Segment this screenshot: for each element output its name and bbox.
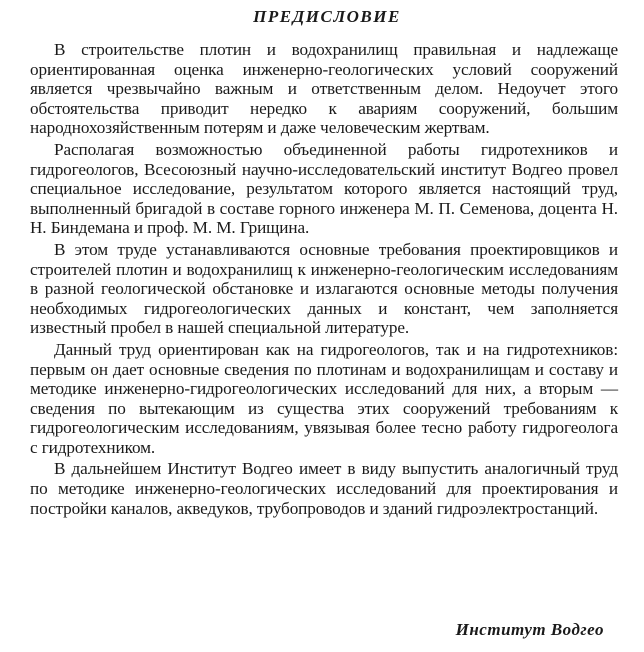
page-title: ПРЕДИСЛОВИЕ [253, 7, 401, 26]
paragraph-5: В дальнейшем Институт Водгео имеет в виду выпустить аналогичный труд по методике инженерно-геологических исследований для проектирования и постройки каналов, акведуков, трубопроводов и зданий гидроэлектростанций. [30, 459, 618, 518]
signature: Институт Водгео [455, 620, 604, 639]
paragraph-2: Располагая возможностью объединенной работы гидротехников и гидрогеологов, Всесоюзный научно-исследовательский институт Водгео провел специальное исследование, результатом которого является настоящий труд, выполненный бригадой в составе горного инженера М. П. Семенова, доцента Н. Н. Биндемана и проф. М. М. Грищина. [30, 139, 618, 238]
paragraph-3: В этом труде устанавливаются основные требования проектировщиков и строителей плотин и водохранилищ к инженерно-геологическим исследованиям в разной геологической обстановке и излагаются основные методы получения необходимых гидрогеологических данных и констант, чем заполняется известный пробел в нашей специальной литературе. [30, 239, 618, 338]
paragraph-4: Данный труд ориентирован как на гидрогеологов, так и на гидротехников: первым он дает основные сведения по плотинам и водохранилищам и составу и методике инженерно-гидрогеологических исследований для них, а вторым — сведения по вытекающим из существа этих сооружений требованиям к гидрогеологическим исследованиям, увязывая более тесно работу гидрогеолога с гидротехником. [30, 339, 618, 457]
paragraph-1: В строительстве плотин и водохранилищ правильная и надлежаще ориентированная оценка инженерно-геологических условий сооружений является чрезвычайно важным и ответственным делом. Недоучет этого обстоятельства приводит нередко к авариям сооружений, большим народнохозяйственным потерям и даже человеческим жертвам. [30, 40, 618, 138]
